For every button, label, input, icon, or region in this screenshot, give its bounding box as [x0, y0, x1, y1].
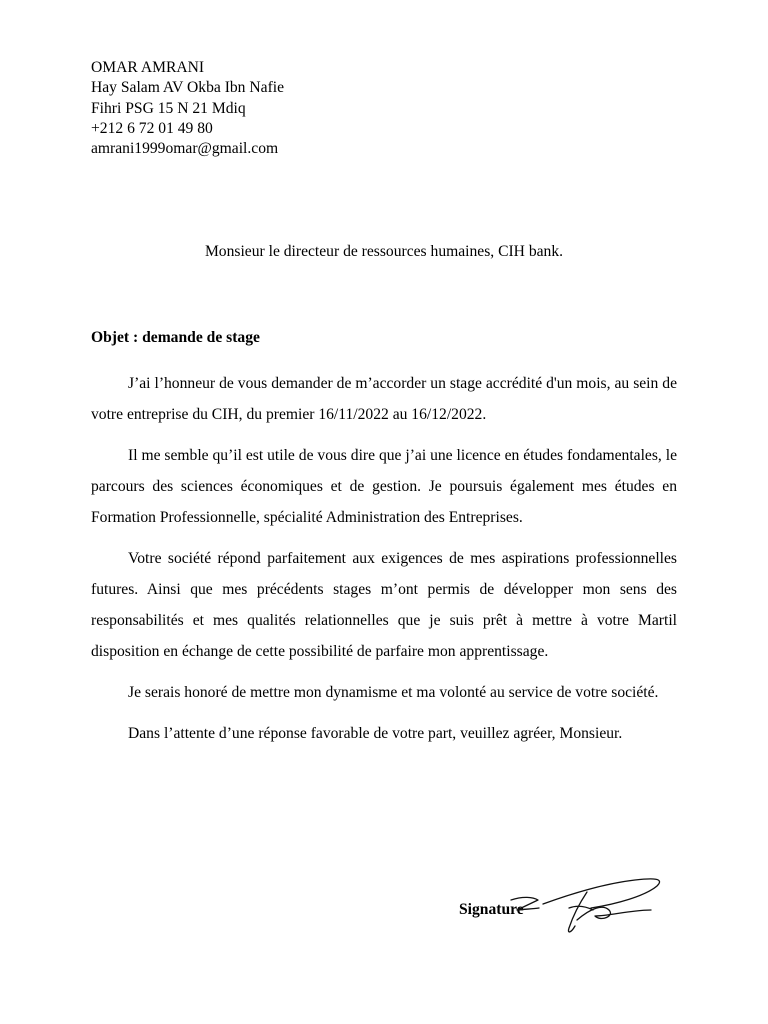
recipient-line: Monsieur le directeur de ressources humaines, CIH bank. — [204, 243, 564, 260]
body-paragraph-3: Votre société répond parfaitement aux exigences de mes aspirations professionnelles futures. Ainsi que mes précédents stages m’ont permis de développer mon sens des responsabilités et mes qualités relationnelles que je suis prêt à mettre à votre Martil disposition en échange de cette possibilité de parfaire mon apprentissage. — [91, 550, 677, 660]
sender-email: amrani1999omar@gmail.com — [91, 140, 279, 158]
subject-line: Objet : demande de stage — [91, 329, 260, 346]
sender-address-line2: Fihri PSG 15 N 21 Mdiq — [91, 99, 246, 117]
sender-name: OMAR AMRANI — [91, 59, 205, 76]
sender-block — [91, 58, 284, 159]
signature-label: Signature — [459, 901, 524, 918]
sender-phone: +212 6 72 01 49 80 — [91, 119, 213, 137]
body-paragraph-4: Je serais honoré de mettre mon dynamisme et ma volonté au service de votre société. — [128, 684, 659, 701]
body-paragraph-2: Il me semble qu’il est utile de vous dire que j’ai une licence en études fondamentales, le parcours des sciences économiques et de gestion. Je poursuis également mes études en Formation Professionnelle, spécialité Administration des Entreprises. — [91, 447, 677, 526]
body-paragraph-1: J’ai l’honneur de vous demander de m’accorder un stage accrédité d'un mois, au sein de votre entreprise du CIH, du premier 16/11/2022 au 16/12/2022. — [91, 375, 677, 423]
handwritten-signature — [505, 870, 675, 942]
sender-address-line1: Hay Salam AV Okba Ibn Nafie — [91, 79, 285, 97]
letter-body — [91, 368, 677, 759]
body-paragraph-5: Dans l’attente d’une réponse favorable de votre part, veuillez agréer, Monsieur. — [128, 725, 623, 742]
